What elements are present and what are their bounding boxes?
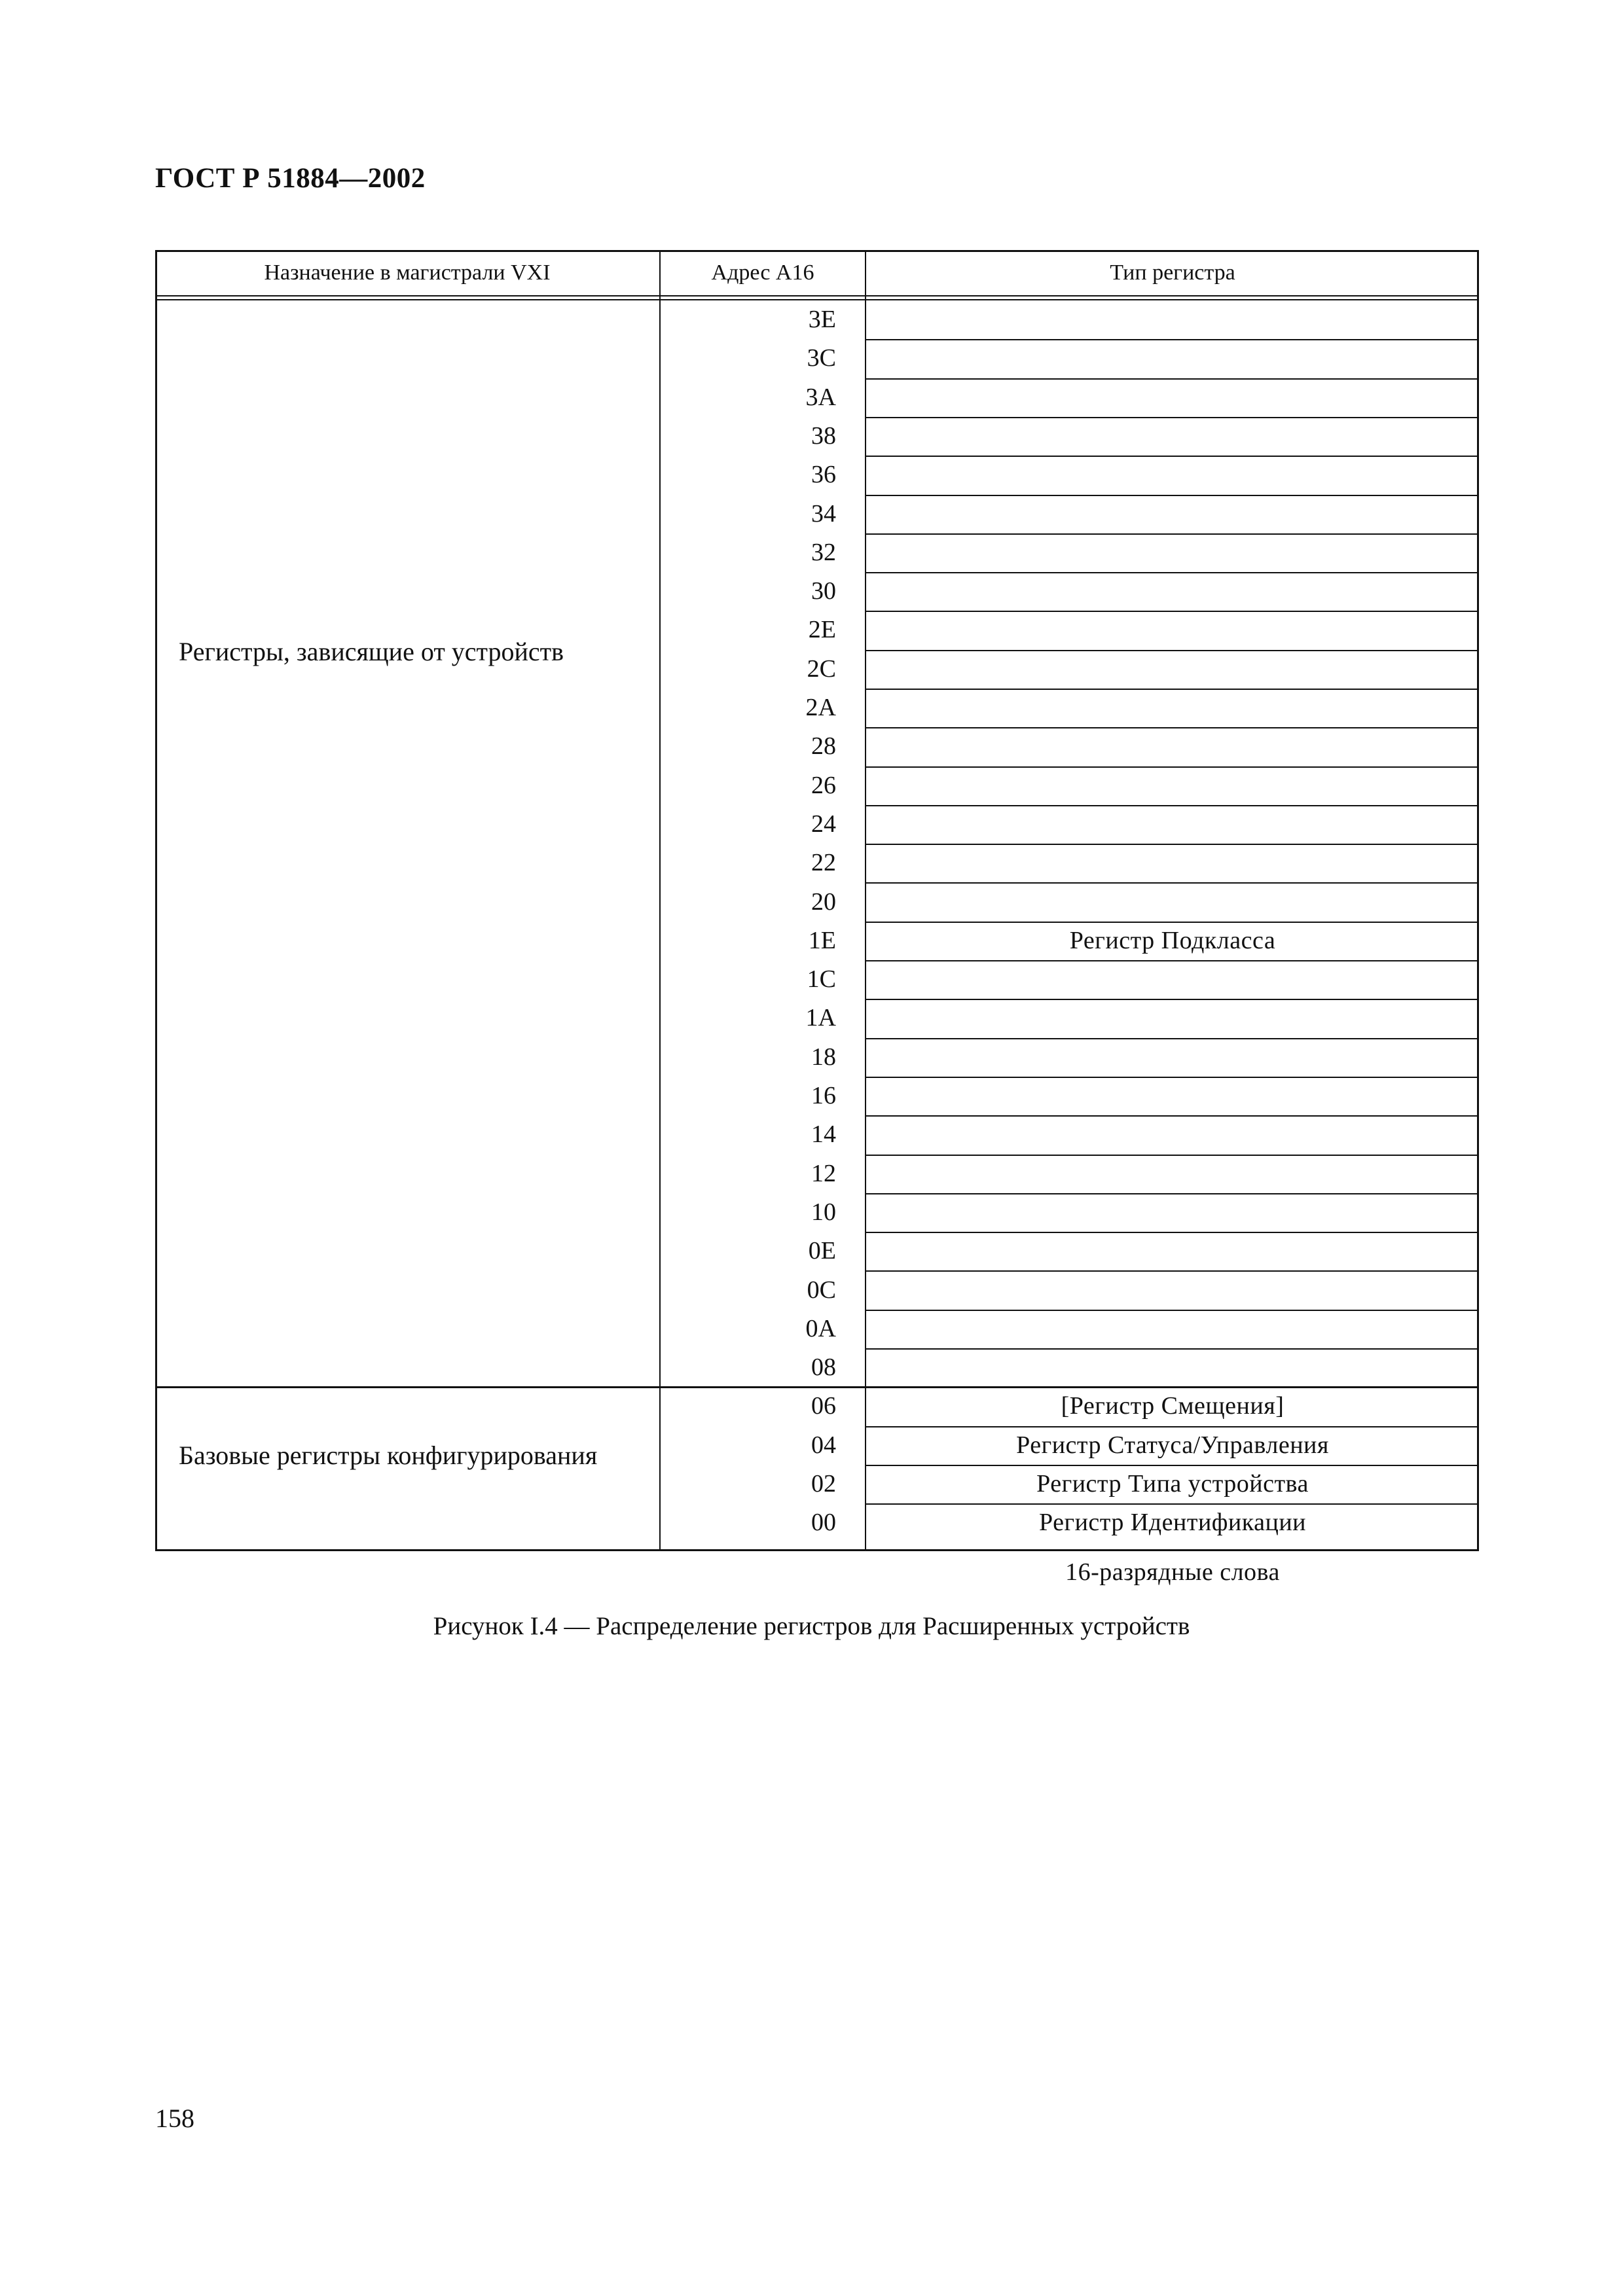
row-divider — [865, 960, 1479, 961]
column-divider — [659, 250, 661, 1551]
address-cell: 38 — [811, 422, 836, 450]
word-width-note: 16-разрядные слова — [1065, 1558, 1280, 1586]
register-type-cell — [866, 1348, 1479, 1387]
address-cell: 34 — [811, 499, 836, 528]
row-divider — [865, 999, 1479, 1000]
address-cell: 36 — [811, 461, 836, 489]
row-divider — [865, 1155, 1479, 1156]
register-type-cell — [866, 533, 1479, 572]
row-divider — [865, 766, 1479, 768]
register-type-cell — [866, 844, 1479, 882]
register-type-cell — [866, 960, 1479, 999]
address-cell: 2A — [805, 694, 836, 721]
register-type-cell: Регистр Типа устройства — [1036, 1470, 1309, 1498]
address-cell: 3C — [807, 344, 836, 372]
address-cell: 1C — [807, 965, 836, 994]
row-divider — [865, 727, 1479, 728]
register-type-cell — [866, 611, 1479, 649]
address-cell: 2E — [808, 616, 836, 644]
column-header-register-type: Тип регистра — [1110, 260, 1235, 285]
row-divider — [865, 1348, 1479, 1350]
register-type-cell — [866, 339, 1479, 378]
address-cell: 1E — [808, 926, 836, 954]
table-border-top — [155, 250, 1479, 252]
column-header-address: Адрес А16 — [711, 260, 814, 285]
row-divider — [865, 417, 1479, 418]
address-cell: 00 — [811, 1509, 836, 1537]
table-border-left — [155, 250, 157, 1551]
row-divider — [865, 1115, 1479, 1117]
address-cell: 08 — [811, 1354, 836, 1382]
address-cell: 2C — [807, 655, 836, 683]
address-cell: 06 — [811, 1392, 836, 1420]
address-cell: 14 — [811, 1121, 836, 1149]
row-divider — [865, 689, 1479, 690]
address-cell: 0A — [805, 1314, 836, 1342]
row-divider — [865, 611, 1479, 612]
group-label-base-config: Базовые регистры конфигурирования — [179, 1441, 598, 1470]
row-divider — [865, 1270, 1479, 1272]
group-label-device-dependent: Регистры, зависящие от устройств — [179, 637, 564, 666]
row-divider — [865, 1310, 1479, 1311]
table-border-right — [1477, 250, 1479, 1551]
address-cell: 04 — [811, 1431, 836, 1459]
register-type-cell — [866, 1271, 1479, 1310]
address-cell: 3A — [805, 383, 836, 411]
row-divider — [865, 1426, 1479, 1427]
row-divider — [865, 805, 1479, 806]
register-table — [155, 250, 1479, 1551]
register-type-cell: Регистр Статуса/Управления — [1016, 1431, 1329, 1459]
address-cell: 3E — [808, 306, 836, 333]
row-divider — [865, 1038, 1479, 1039]
register-type-cell — [866, 300, 1479, 339]
register-type-cell — [866, 417, 1479, 456]
address-cell: 0E — [808, 1237, 836, 1265]
document-header: ГОСТ Р 51884—2002 — [155, 163, 426, 194]
row-divider — [865, 650, 1479, 651]
register-type-cell — [866, 1038, 1479, 1077]
register-type-cell: Регистр Подкласса — [1069, 926, 1276, 954]
address-cell: 28 — [811, 732, 836, 761]
address-cell: 10 — [811, 1198, 836, 1226]
register-type-cell — [866, 1193, 1479, 1232]
address-cell: 02 — [811, 1470, 836, 1498]
address-cell: 22 — [811, 849, 836, 877]
address-cell: 20 — [811, 888, 836, 916]
row-divider — [865, 1465, 1479, 1466]
row-divider — [865, 882, 1479, 884]
register-type-cell — [866, 1077, 1479, 1115]
row-divider — [865, 572, 1479, 573]
address-cell: 32 — [811, 538, 836, 566]
row-divider — [865, 339, 1479, 340]
address-cell: 12 — [811, 1159, 836, 1187]
row-divider — [865, 1077, 1479, 1078]
address-cell: 0C — [807, 1276, 836, 1304]
register-type-cell — [866, 1115, 1479, 1154]
register-type-cell: Регистр Идентификации — [1039, 1509, 1306, 1537]
row-divider — [865, 533, 1479, 535]
row-divider — [865, 495, 1479, 496]
table-border-bottom — [155, 1549, 1479, 1551]
header-rule — [155, 299, 1479, 300]
figure-caption: Рисунок I.4 — Распределение регистров для Расширенных устройств — [433, 1612, 1190, 1640]
header-rule — [155, 295, 1479, 296]
address-cell: 26 — [811, 771, 836, 799]
register-type-cell — [866, 727, 1479, 766]
address-cell: 30 — [811, 577, 836, 605]
register-type-cell — [866, 1310, 1479, 1348]
page-number: 158 — [155, 2104, 194, 2133]
register-type-cell — [866, 689, 1479, 727]
register-type-cell — [866, 1155, 1479, 1193]
register-type-cell — [866, 999, 1479, 1037]
row-divider — [865, 1503, 1479, 1505]
row-divider — [865, 1232, 1479, 1233]
register-type-cell — [866, 883, 1479, 922]
row-divider — [865, 1193, 1479, 1194]
column-divider — [865, 250, 866, 1551]
address-cell: 1A — [805, 1004, 836, 1032]
register-type-cell: [Регистр Смещения] — [1061, 1392, 1285, 1420]
group-divider — [155, 1386, 1479, 1388]
register-type-cell — [866, 766, 1479, 805]
register-type-cell — [866, 456, 1479, 494]
register-type-cell — [866, 495, 1479, 533]
address-cell: 16 — [811, 1082, 836, 1109]
row-divider — [865, 922, 1479, 923]
row-divider — [865, 844, 1479, 845]
row-divider — [865, 378, 1479, 380]
address-cell: 24 — [811, 810, 836, 838]
register-type-cell — [866, 378, 1479, 417]
address-cell: 18 — [811, 1043, 836, 1071]
column-header-purpose: Назначение в магистрали VXI — [264, 260, 551, 285]
register-type-cell — [866, 650, 1479, 689]
register-type-cell — [866, 805, 1479, 844]
register-type-cell — [866, 572, 1479, 611]
row-divider — [865, 456, 1479, 457]
register-type-cell — [866, 1232, 1479, 1270]
